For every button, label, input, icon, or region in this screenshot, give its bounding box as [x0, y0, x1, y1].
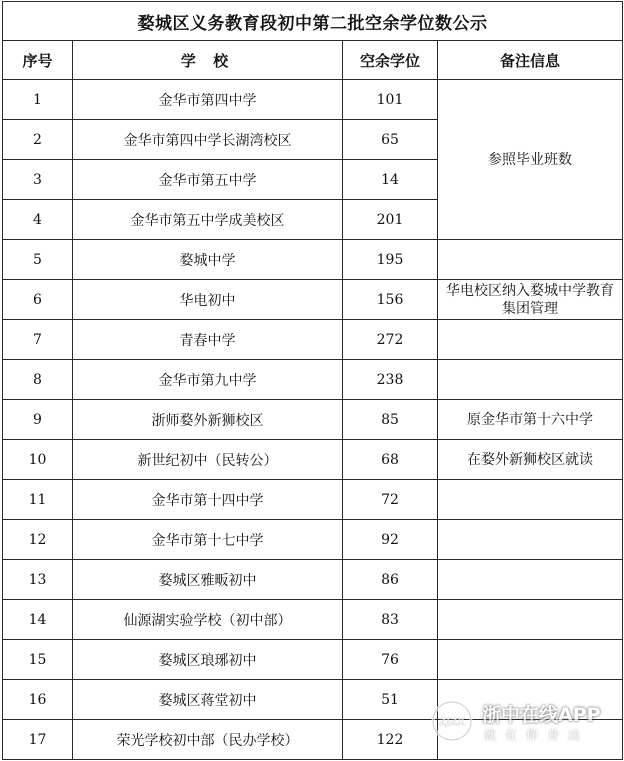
row-index: 10 [3, 440, 73, 480]
header-remarks: 备注信息 [438, 41, 623, 80]
remark-cell-empty [438, 520, 623, 560]
table-row [3, 600, 623, 640]
school-name: 浙师婺外新狮校区 [73, 400, 343, 440]
vacancy-count: 85 [343, 400, 438, 440]
row-index: 4 [3, 200, 73, 240]
vacancy-count: 201 [343, 200, 438, 240]
row-index: 1 [3, 80, 73, 120]
row-index: 2 [3, 120, 73, 160]
remark-cell: 在婺外新狮校区就读 [438, 440, 623, 480]
row-index: 15 [3, 640, 73, 680]
vacancy-count: 65 [343, 120, 438, 160]
header-school: 学 校 [73, 41, 343, 80]
vacancy-count: 86 [343, 560, 438, 600]
table-row [3, 480, 623, 520]
table-row [3, 80, 623, 120]
table-row [3, 360, 623, 400]
table-row [3, 640, 623, 680]
school-name: 青春中学 [73, 320, 343, 360]
row-index: 11 [3, 480, 73, 520]
vacancy-count: 51 [343, 680, 438, 720]
school-name: 仙源湖实验学校（初中部） [73, 600, 343, 640]
vacancy-count: 68 [343, 440, 438, 480]
table-row [3, 680, 623, 720]
vacancy-count: 72 [343, 480, 438, 520]
remark-cell: 参照毕业班数 [438, 80, 623, 240]
row-index: 8 [3, 360, 73, 400]
row-index: 9 [3, 400, 73, 440]
row-index: 16 [3, 680, 73, 720]
row-index: 6 [3, 280, 73, 320]
watermark-brand: 浙中在线APP [482, 704, 601, 726]
table-row [3, 520, 623, 560]
row-index: 17 [3, 720, 73, 760]
school-name: 婺城区琅琊初中 [73, 640, 343, 680]
table-row [3, 240, 623, 280]
table-row [3, 320, 623, 360]
vacancy-count: 156 [343, 280, 438, 320]
remark-cell-empty [438, 320, 623, 360]
remark-cell-empty [438, 560, 623, 600]
row-index: 7 [3, 320, 73, 360]
vacancy-count: 122 [343, 720, 438, 760]
vacancy-table-sheet [2, 1, 622, 760]
school-name: 金华市第十七中学 [73, 520, 343, 560]
vacancy-count: 272 [343, 320, 438, 360]
vacancy-count: 101 [343, 80, 438, 120]
vacancy-count: 76 [343, 640, 438, 680]
school-name: 新世纪初中（民转公） [73, 440, 343, 480]
table-row [3, 440, 623, 480]
remark-cell: 原金华市第十六中学 [438, 400, 623, 440]
row-index: 3 [3, 160, 73, 200]
school-name: 婺城中学 [73, 240, 343, 280]
school-name: 金华市第五中学成美校区 [73, 200, 343, 240]
school-name: 华电初中 [73, 280, 343, 320]
school-name: 金华市第十四中学 [73, 480, 343, 520]
school-name: 金华市第四中学长湖湾校区 [73, 120, 343, 160]
table-row [3, 280, 623, 320]
row-index: 14 [3, 600, 73, 640]
vacancy-count: 14 [343, 160, 438, 200]
row-index: 5 [3, 240, 73, 280]
vacancy-count: 238 [343, 360, 438, 400]
row-index: 13 [3, 560, 73, 600]
school-name: 荣光学校初中部（民办学校） [73, 720, 343, 760]
school-name: 婺城区雅畈初中 [73, 560, 343, 600]
table-title: 婺城区义务教育段初中第二批空余学位数公示 [3, 2, 623, 41]
remark-cell-empty [438, 640, 623, 680]
remark-cell: 华电校区纳入婺城中学教育集团管理 [438, 280, 623, 320]
header-vacancies: 空余学位 [343, 41, 438, 80]
row-index: 12 [3, 520, 73, 560]
remark-cell-empty [438, 720, 623, 760]
watermark-slogan: 就在你身边 [484, 728, 590, 742]
remark-cell-empty [438, 240, 623, 280]
header-index: 序号 [3, 41, 73, 80]
table-row [3, 720, 623, 760]
remark-cell-empty [438, 480, 623, 520]
remark-cell-empty [438, 680, 623, 720]
vacancy-count: 195 [343, 240, 438, 280]
school-name: 婺城区蒋堂初中 [73, 680, 343, 720]
school-name: 金华市第五中学 [73, 160, 343, 200]
vacancy-count: 83 [343, 600, 438, 640]
vacancy-count: 92 [343, 520, 438, 560]
remark-cell-empty [438, 360, 623, 400]
vacancy-table [2, 1, 623, 760]
table-row [3, 560, 623, 600]
school-name: 金华市第四中学 [73, 80, 343, 120]
table-row [3, 400, 623, 440]
watermark-logo-text: ZJZX [439, 717, 465, 728]
school-name: 金华市第九中学 [73, 360, 343, 400]
remark-cell-empty [438, 600, 623, 640]
